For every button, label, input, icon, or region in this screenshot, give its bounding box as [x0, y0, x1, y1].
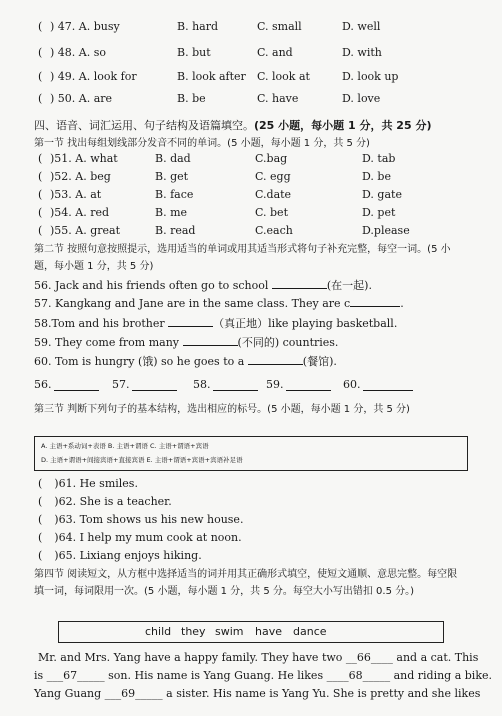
- option-c: C. bet: [255, 206, 288, 219]
- option-b: B. get: [155, 170, 189, 183]
- fill-56: [34, 277, 372, 293]
- option-b: B. look after: [177, 70, 246, 83]
- legend-line-1: A. 主语+系动词+表语 B. 主语+谓语 C. 主语+谓语+宾语: [41, 442, 209, 450]
- sentence: )62. She is a teacher.: [54, 495, 172, 508]
- part-1-title: [34, 134, 370, 149]
- structure-legend-box: [34, 436, 468, 471]
- option-c: C. small: [257, 20, 302, 33]
- option-d: D. look up: [342, 70, 399, 83]
- word-bank-box: [58, 621, 444, 643]
- passage-line-2: is ___67_____ son. His name is Yang Guang. He likes ____68_____ and riding a bike.: [34, 669, 492, 682]
- option-a: ) 49. A. look for: [50, 70, 137, 83]
- fill-58-text: 58.Tom and his brother: [34, 317, 169, 330]
- option-c: C. look at: [257, 70, 310, 83]
- option-b: B. hard: [177, 20, 219, 33]
- passage-line-1: Mr. and Mrs. Yang have a happy family. They have two __66____ and a cat. This: [38, 651, 479, 664]
- answer-blank-59[interactable]: [286, 380, 331, 391]
- fill-58-hint: （真正地）like playing basketball.: [213, 317, 398, 330]
- fill-56-text: 56. Jack and his friends often go to school: [34, 279, 272, 292]
- option-d: D. with: [342, 46, 382, 59]
- fill-blank[interactable]: [272, 278, 327, 289]
- answer-label-56: 56.: [34, 378, 52, 391]
- word-bank-item: child: [145, 625, 172, 638]
- answer-label-57: 57.: [112, 378, 130, 391]
- fill-60-text: 60. Tom is hungry (饿) so he goes to a: [34, 355, 248, 368]
- word-bank-item: dance: [293, 625, 327, 638]
- option-b: B. read: [155, 224, 196, 237]
- sentence: )64. I help my mum cook at noon.: [54, 531, 242, 544]
- structure-61: [38, 477, 138, 490]
- fill-59-hint: (不同的) countries.: [237, 336, 339, 349]
- legend-line-2: D. 主语+谓语+间接宾语+直接宾语 E. 主语+谓语+宾语+宾语补足语: [41, 456, 243, 464]
- option-a: )53. A. at: [50, 188, 102, 201]
- answer-paren: (: [38, 20, 43, 33]
- answer-blank-57[interactable]: [132, 380, 177, 391]
- answer-paren: (: [38, 170, 43, 183]
- fill-60-hint: (餐馆).: [302, 355, 337, 368]
- fill-blank[interactable]: [248, 354, 303, 365]
- word-bank-item: they: [181, 625, 206, 638]
- answer-paren: (: [38, 206, 43, 219]
- structure-63: [38, 513, 243, 526]
- section-4-title: [34, 117, 431, 133]
- option-d: D. pet: [362, 206, 396, 219]
- option-d: D. be: [362, 170, 391, 183]
- option-b: B. dad: [155, 152, 191, 165]
- answer-line: [0, 378, 502, 394]
- word-bank-item: have: [255, 625, 282, 638]
- answer-paren: (: [38, 513, 43, 526]
- option-c: C. have: [257, 92, 299, 105]
- option-a: ) 47. A. busy: [50, 20, 120, 33]
- option-b: B. face: [155, 188, 194, 201]
- option-b: B. but: [177, 46, 211, 59]
- answer-paren: (: [38, 70, 43, 83]
- answer-blank-58[interactable]: [213, 380, 258, 391]
- answer-label-59: 59.: [266, 378, 284, 391]
- answer-paren: (: [38, 477, 43, 490]
- option-c: C. and: [257, 46, 293, 59]
- fill-57: [34, 296, 404, 310]
- option-b: B. me: [155, 206, 188, 219]
- section-4-title-main: 四、语音、词汇运用、句子结构及语篇填空。: [34, 119, 254, 132]
- option-b: B. be: [177, 92, 206, 105]
- fill-57-text: 57. Kangkang and Jane are in the same class. They are c: [34, 297, 351, 310]
- answer-paren: (: [38, 188, 43, 201]
- option-a: )52. A. beg: [50, 170, 111, 183]
- part-1-title-text: 第一节 找出每组划线部分发音不同的单词。(5 小题，每小题 1 分，共 5 分): [34, 138, 370, 149]
- option-c: C.bag: [255, 152, 288, 165]
- option-d: D. love: [342, 92, 381, 105]
- word-bank-item: swim: [215, 625, 244, 638]
- fill-59: [34, 334, 338, 350]
- answer-paren: (: [38, 46, 43, 59]
- option-d: D. gate: [362, 188, 402, 201]
- fill-blank[interactable]: [168, 316, 213, 327]
- fill-56-hint: (在一起).: [326, 279, 372, 292]
- answer-paren: (: [38, 549, 43, 562]
- answer-label-58: 58.: [193, 378, 211, 391]
- answer-paren: (: [38, 224, 43, 237]
- option-a: )55. A. great: [50, 224, 121, 237]
- sentence: )61. He smiles.: [54, 477, 138, 490]
- answer-paren: (: [38, 531, 43, 544]
- option-a: ) 48. A. so: [50, 46, 106, 59]
- fill-60: [34, 353, 337, 369]
- answer-blank-56[interactable]: [54, 380, 99, 391]
- option-a: )54. A. red: [50, 206, 110, 219]
- fill-57-end: .: [400, 297, 404, 310]
- answer-blank-60[interactable]: [363, 380, 413, 391]
- part-2-title: 第二节 按照句意按照提示，选用适当的单词或用其适当形式将句子补充完整，每空一词。(5 小题，每小题 1 分，共 5 分): [34, 244, 451, 272]
- section-4-title-score: (25 小题，每小题 1 分，共 25 分): [254, 119, 432, 132]
- passage-line-3: Yang Guang ___69_____ a sister. His name is Yang Yu. She is pretty and she likes: [34, 687, 481, 700]
- option-c: C.date: [255, 188, 292, 201]
- option-d: D. tab: [362, 152, 396, 165]
- sentence: )63. Tom shows us his new house.: [54, 513, 244, 526]
- option-d: D.please: [362, 224, 410, 237]
- option-a: )51. A. what: [50, 152, 118, 165]
- option-c: C.each: [255, 224, 293, 237]
- structure-64: [38, 531, 242, 544]
- fill-blank[interactable]: [350, 296, 400, 307]
- option-d: D. well: [342, 20, 381, 33]
- option-a: ) 50. A. are: [50, 92, 113, 105]
- answer-label-60: 60.: [343, 378, 361, 391]
- fill-blank[interactable]: [183, 335, 238, 346]
- part-3-title: 第三节 判断下列句子的基本结构，选出相应的标号。(5 小题，每小题 1 分，共 5 分): [34, 404, 410, 415]
- answer-paren: (: [38, 92, 43, 105]
- option-c: C. egg: [255, 170, 291, 183]
- structure-62: [38, 495, 172, 508]
- answer-paren: (: [38, 495, 43, 508]
- fill-58: [34, 315, 397, 331]
- fill-59-text: 59. They come from many: [34, 336, 183, 349]
- part-4-title: 第四节 阅读短文，从方框中选择适当的词并用其正确形式填空，使短文通顺、意思完整。每空限填一词，每词限用一次。(5 小题，每小题 1 分，共 5 分。每空大小写出错扣 0.5 分。): [34, 569, 458, 597]
- structure-65: [38, 549, 202, 562]
- sentence: )65. Lixiang enjoys hiking.: [54, 549, 202, 562]
- answer-paren: (: [38, 152, 43, 165]
